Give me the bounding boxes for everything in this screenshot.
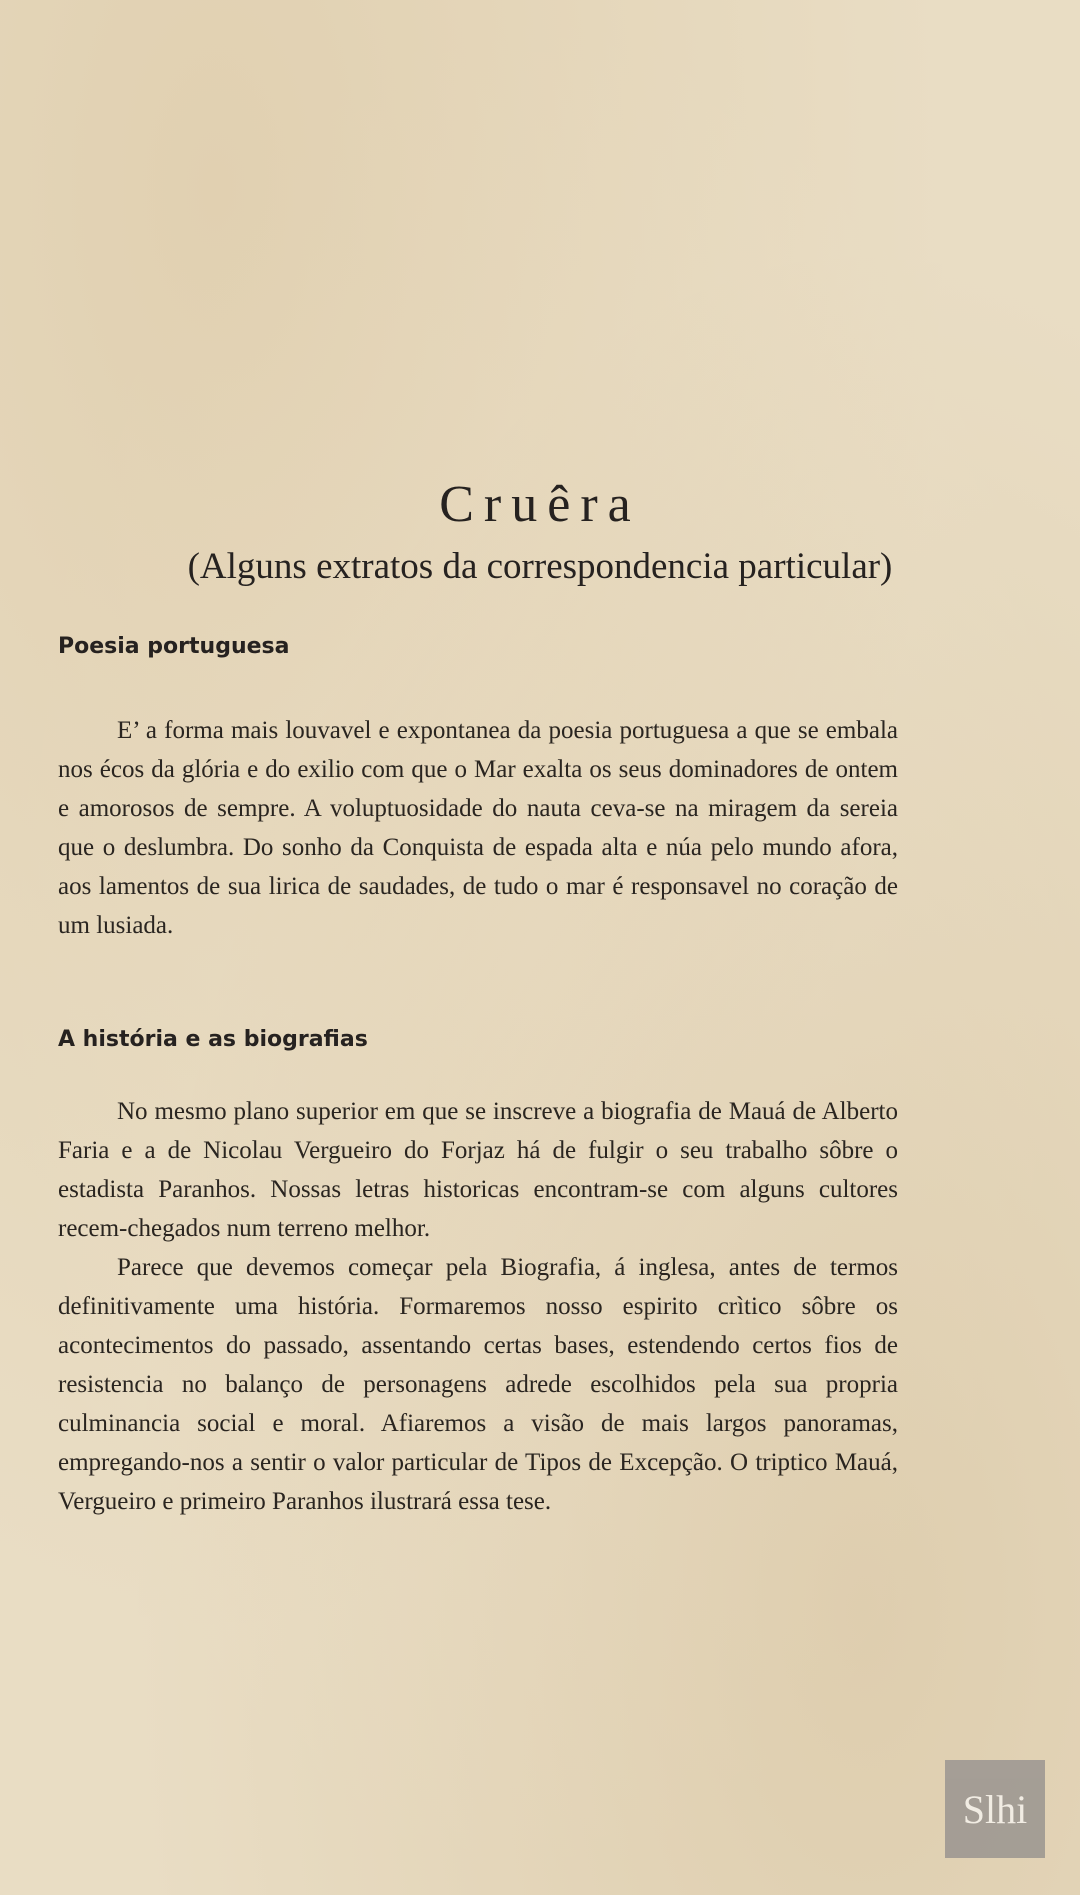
section-body-poesia (58, 711, 898, 945)
paragraph: E’ a forma mais louvavel e expontanea da poesia portuguesa a que se embala nos écos da glória e do exilio com que o Mar exalta os seus dominadores de ontem e amorosos de sempre. A voluptuosidade do nauta ceva-se na miragem da sereia que o deslumbra. Do sonho da Conquista de espada alta e núa pelo mundo afora, aos lamentos de sua lirica de saudades, de tudo o mar é responsavel no coração de um lusiada. (58, 717, 898, 939)
section-heading-poesia: Poesia portuguesa (58, 634, 290, 659)
library-stamp-logo (945, 1760, 1045, 1858)
section-heading-historia: A história e as biografias (58, 1027, 368, 1052)
paragraph: Parece que devemos começar pela Biografia, á inglesa, antes de termos definitivamente uma história. Formaremos nosso espirito crìtico sôbre os acontecimentos do passado, assentando certas bases, estendendo certos fios de resistencia no balanço de personagens adrede escolhidos pela sua propria culminancia social e moral. Afiaremos a visão de mais largos panoramas, empregando-nos a sentir o valor particular de Tipos de Excepção. O triptico Mauá, Vergueiro e primeiro Paranhos ilustrará essa tese. (58, 1254, 898, 1515)
page-subtitle: (Alguns extratos da correspondencia particular) (187, 546, 893, 587)
section-body-historia (58, 1092, 898, 1521)
stamp-text: Slhi (962, 1786, 1028, 1832)
page-title: Cruêra (439, 476, 641, 533)
paragraph: No mesmo plano superior em que se inscreve a biografia de Mauá de Alberto Faria e a de Nicolau Vergueiro do Forjaz há de fulgir o seu trabalho sôbre o estadista Paranhos. Nossas letras historicas encontram-se com alguns cultores recem-chegados num terreno melhor. (58, 1098, 898, 1242)
